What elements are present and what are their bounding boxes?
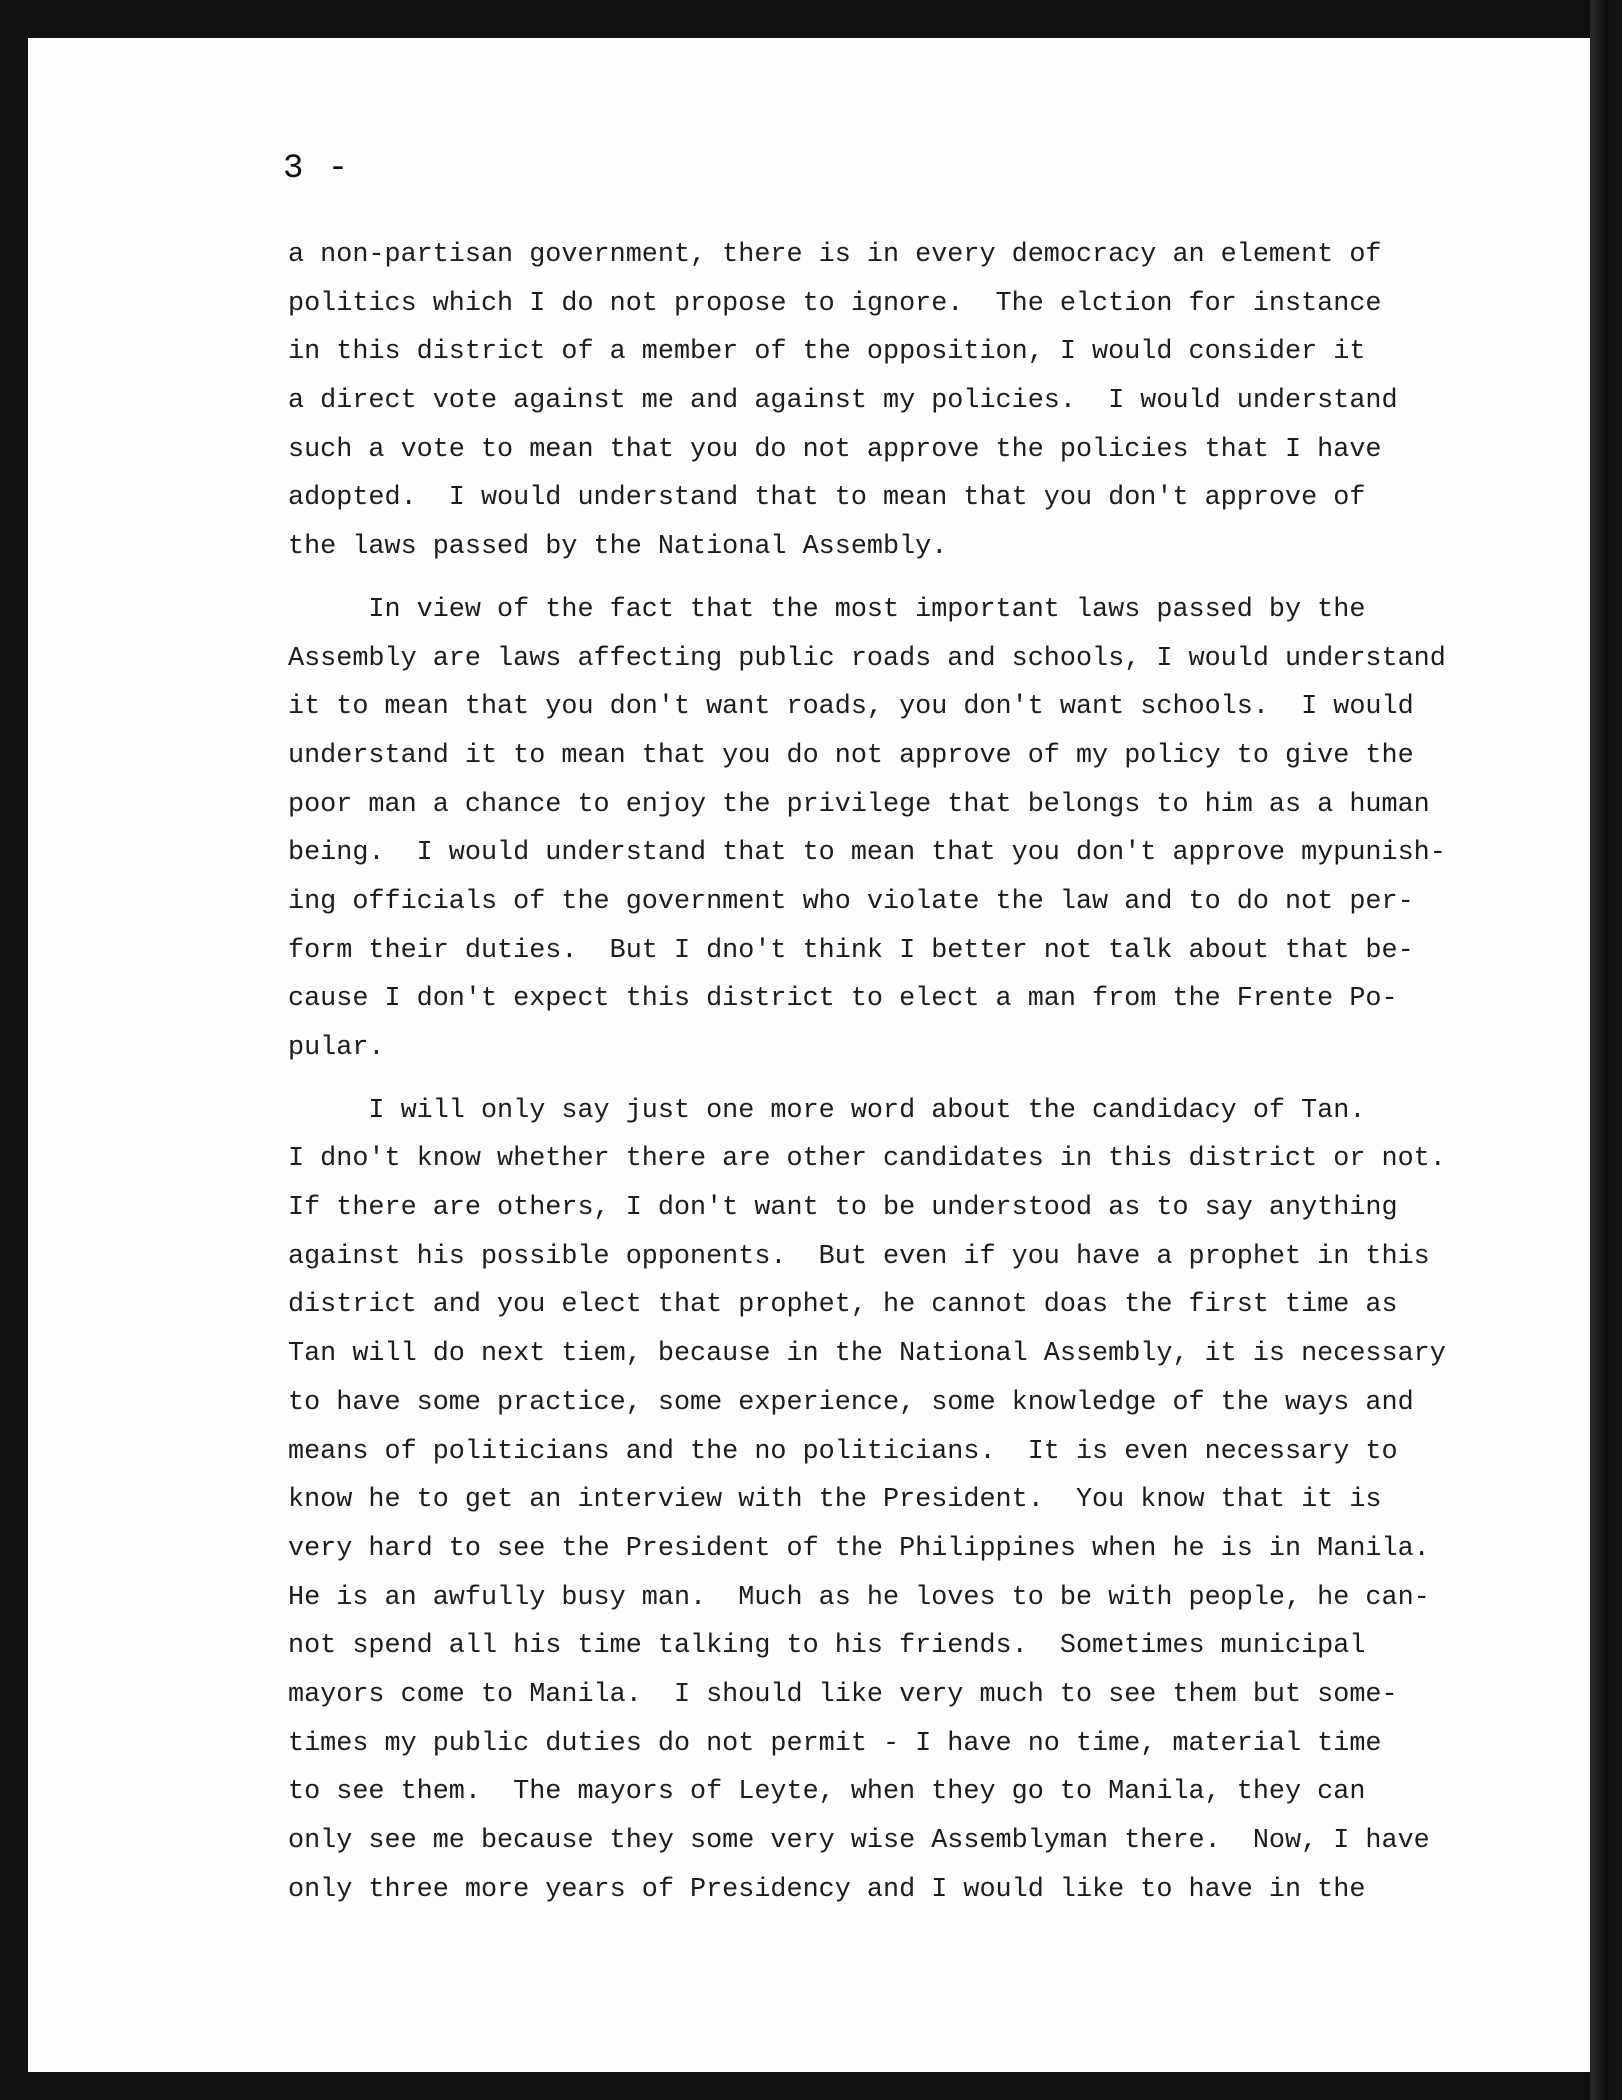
text-line: pular. [288,1033,385,1063]
page-edge [1590,0,1608,2100]
text-line: to see them. The mayors of Leyte, when they go to Manila, they can [288,1777,1366,1808]
text-line: understand it to mean that you do not approve of my policy to give the [288,740,1414,771]
text-line: mayors come to Manila. I should like very much to see them but some- [288,1679,1398,1710]
text-line: I will only say just one more word about the candidacy of Tan. [288,1095,1366,1126]
text-line: times my public duties do not permit - I have no time, material time [288,1728,1382,1759]
paragraph-3 [288,1087,1488,1915]
paragraph-2 [288,586,1488,1073]
paragraph-gap [288,572,1488,586]
text-line: Tan will do next tiem, because in the National Assembly, it is necessary [288,1339,1446,1370]
paragraph-gap [288,1073,1488,1087]
text-line: very hard to see the President of the Philippines when he is in Manila. [288,1533,1430,1564]
text-line: a direct vote against me and against my policies. I would understand [288,386,1398,417]
text-line: know he to get an interview with the President. You know that it is [288,1485,1382,1516]
text-line: If there are others, I don't want to be understood as to say anything [288,1193,1398,1224]
text-line: I dno't know whether there are other candidates in this district or not. [288,1144,1446,1175]
text-line: in this district of a member of the opposition, I would consider it [288,337,1366,368]
text-line: means of politicians and the no politicians. It is even necessary to [288,1436,1398,1467]
text-line: a non-partisan government, there is in every democracy an element of [288,240,1382,270]
body-text [288,231,1488,1914]
text-line: In view of the fact that the most important laws passed by the [288,594,1366,625]
text-line: the laws passed by the National Assembly. [288,532,948,563]
text-line: politics which I do not propose to ignore. The elction for instance [288,288,1382,319]
text-line: adopted. I would understand that to mean that you don't approve of [288,483,1366,514]
text-line: only three more years of Presidency and I would like to have in the [288,1874,1366,1905]
text-line: not spend all his time talking to his friends. Sometimes municipal [288,1631,1366,1662]
text-line: against his possible opponents. But even if you have a prophet in this [288,1241,1430,1272]
text-line: it to mean that you don't want roads, you don't want schools. I would [288,692,1414,723]
text-line: to have some practice, some experience, some knowledge of the ways and [288,1387,1414,1418]
text-line: district and you elect that prophet, he cannot doas the first time as [288,1290,1398,1321]
text-line: form their duties. But I dno't think I better not talk about that be- [288,935,1414,966]
text-line: such a vote to mean that you do not approve the policies that I have [288,434,1382,465]
text-line: He is an awfully busy man. Much as he loves to be with people, he can- [288,1582,1430,1613]
text-line: cause I don't expect this district to elect a man from the Frente Po- [288,984,1398,1015]
text-line: Assembly are laws affecting public roads and schools, I would understand [288,643,1446,674]
text-line: ing officials of the government who violate the law and to do not per- [288,886,1414,917]
text-line: poor man a chance to enjoy the privilege that belongs to him as a human [288,789,1430,820]
text-line: being. I would understand that to mean that you don't approve mypunish- [288,838,1446,869]
text-line: only see me because they some very wise Assemblyman there. Now, I have [288,1826,1430,1856]
paragraph-1 [288,231,1488,572]
page-number: 3 - [283,150,351,188]
